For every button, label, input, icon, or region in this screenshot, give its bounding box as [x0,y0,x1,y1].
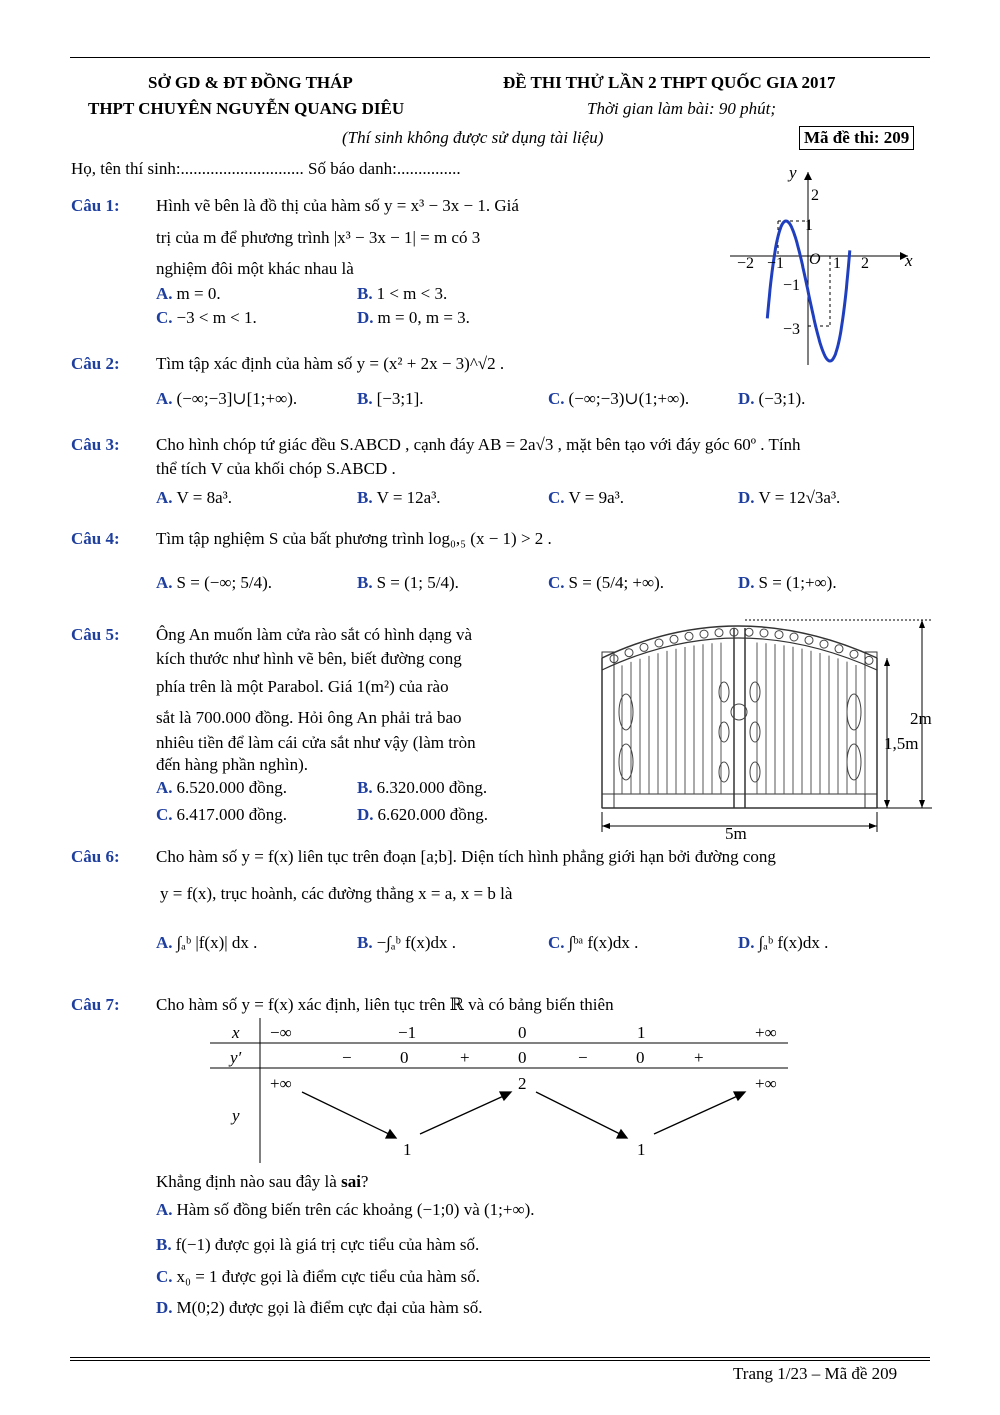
gate-height-full-label: 2m [910,709,932,728]
q2-option-b[interactable]: B. [−3;1]. [357,389,424,408]
q7-label: Câu 7: [71,995,120,1014]
q1-line3: nghiệm đôi một khác nhau là [156,259,354,278]
graph-ytick-neg3: −3 [783,321,801,338]
q5-gate-figure [592,612,942,842]
table-y-val-0: +∞ [270,1074,292,1093]
graph-y-label: y [789,163,797,182]
q2-option-d[interactable]: D. (−3;1). [738,389,806,408]
q6-option-b[interactable]: B. −∫ₐᵇ f(x)dx . [357,933,456,952]
q4-text: Tìm tập nghiệm S của bất phương trình log₀,₅ (x − 1) > 2 . [156,529,552,548]
q5-option-b[interactable]: B. 6.320.000 đồng. [357,778,488,797]
table-x-val-3: 1 [637,1023,646,1042]
graph-xtick-neg2: −2 [737,255,755,272]
page-footer: Trang 1/23 – Mã đề 209 [733,1364,898,1383]
table-yp-val-6: + [694,1048,704,1067]
q1-option-d[interactable]: D. m = 0, m = 3. [357,308,470,327]
q6-label: Câu 6: [71,847,120,866]
q7-option-b[interactable]: B. f(−1) được gọi là giá trị cực tiểu của hàm số. [156,1235,480,1254]
top-rule [70,57,930,58]
q1-line1: Hình vẽ bên là đồ thị của hàm số y = x³ − 3x − 1. Giá [156,196,519,215]
q4-option-b[interactable]: B. S = (1; 5/4). [357,573,459,592]
q3-label: Câu 3: [71,435,120,454]
q7-option-d[interactable]: D. M(0;2) được gọi là điểm cực đại của hàm số. [156,1298,483,1317]
table-yprime-label: y′ [230,1048,242,1067]
q5-option-c[interactable]: C. 6.417.000 đồng. [156,805,288,824]
q3-option-b[interactable]: B. V = 12a³. [357,488,441,507]
q4-option-d[interactable]: D. S = (1;+∞). [738,573,837,592]
q4-option-c[interactable]: C. S = (5/4; +∞). [548,573,665,592]
q5-line5: nhiêu tiền để làm cái cửa sắt như vậy (làm tròn [156,733,476,752]
header-time: Thời gian làm bài: 90 phút; [587,99,776,118]
q7-option-c[interactable]: C. x₀ = 1 được gọi là điểm cực tiểu của hàm số. [156,1267,481,1286]
header-note: (Thí sinh không được sử dụng tài liệu) [342,128,604,147]
variation-table [210,1018,790,1163]
table-x-label: x [232,1023,240,1042]
q6-option-d[interactable]: D. ∫ₐᵇ f(x)dx . [738,933,829,952]
q7-question: Khẳng định nào sau đây là sai? [156,1172,369,1191]
graph-xtick-2: 2 [861,255,869,272]
table-yp-val-2: + [460,1048,470,1067]
gate-height-side-label: 1,5m [884,734,919,753]
gate-width-label: 5m [725,824,747,842]
graph-ytick-1: 1 [805,217,813,234]
table-yp-val-0: − [342,1048,352,1067]
graph-xtick-neg1: −1 [767,255,785,272]
header-school: THPT CHUYÊN NGUYỄN QUANG DIÊU [88,99,405,118]
q5-line2: kích thước như hình vẽ bên, biết đường cong [156,649,462,668]
exam-code-box: Mã đề thi: 209 [799,126,914,150]
q1-option-a[interactable]: A. m = 0. [156,284,221,303]
q3-option-c[interactable]: C. V = 9a³. [548,488,624,507]
q5-label: Câu 5: [71,625,120,644]
table-x-val-1: −1 [398,1023,417,1042]
q5-line4: sắt là 700.000 đồng. Hỏi ông An phải trả bao [156,708,462,727]
q1-line2: trị của m để phương trình |x³ − 3x − 1| = m có 3 [156,228,481,247]
student-info-line: Họ, tên thí sinh:............................. Số báo danh:............... [71,159,461,178]
table-x-val-0: −∞ [270,1023,292,1042]
q6-line1: Cho hàm số y = f(x) liên tục trên đoạn [a;b]. Diện tích hình phẳng giới hạn bởi đường cong [156,847,776,866]
q1-cubic-graph [725,160,915,375]
graph-ytick-2: 2 [811,187,819,204]
q1-option-b[interactable]: B. 1 < m < 3. [357,284,448,303]
q7-option-a[interactable]: A. Hàm số đồng biến trên các khoảng (−1;0) và (1;+∞). [156,1200,535,1219]
table-y-val-4: +∞ [755,1074,777,1093]
table-y-val-2: 2 [518,1074,527,1093]
q7-text: Cho hàm số y = f(x) xác định, liên tục trên ℝ và có bảng biến thiên [156,995,614,1014]
q4-option-a[interactable]: A. S = (−∞; 5/4). [156,573,273,592]
graph-x-label: x [905,251,913,270]
q4-label: Câu 4: [71,529,120,548]
table-yp-val-3: 0 [518,1048,527,1067]
table-yp-val-4: − [578,1048,588,1067]
table-yp-val-1: 0 [400,1048,409,1067]
q1-option-c[interactable]: C. −3 < m < 1. [156,308,257,327]
table-y-val-3: 1 [637,1140,646,1159]
q3-option-d[interactable]: D. V = 12√3a³. [738,488,841,507]
q6-line2: y = f(x), trục hoành, các đường thẳng x = a, x = b là [160,884,513,903]
graph-origin: O [809,251,821,268]
q5-line6: đến hàng phần nghìn). [156,755,309,774]
q2-option-c[interactable]: C. (−∞;−3)∪(1;+∞). [548,389,690,408]
table-y-val-1: 1 [403,1140,412,1159]
q2-option-a[interactable]: A. (−∞;−3]∪[1;+∞). [156,389,298,408]
q5-option-d[interactable]: D. 6.620.000 đồng. [357,805,489,824]
table-x-val-4: +∞ [755,1023,777,1042]
graph-ytick-neg1: −1 [783,277,801,294]
footer-rule-2 [70,1360,930,1361]
q3-line1: Cho hình chóp tứ giác đều S.ABCD , cạnh đáy AB = 2a√3 , mặt bên tạo với đáy góc 60º . Tính [156,435,801,454]
q3-option-a[interactable]: A. V = 8a³. [156,488,232,507]
q6-option-a[interactable]: A. ∫ₐᵇ |f(x)| dx . [156,933,258,952]
q5-line3: phía trên là một Parabol. Giá 1(m²) của rào [156,677,449,696]
q5-line1: Ông An muốn làm cửa rào sắt có hình dạng và [156,625,473,644]
q2-text: Tìm tập xác định của hàm số y = (x² + 2x − 3)^√2 . [156,354,505,373]
q2-label: Câu 2: [71,354,120,373]
graph-xtick-1: 1 [833,255,841,272]
q6-option-c[interactable]: C. ∫ᵇᵃ f(x)dx . [548,933,639,952]
q1-label: Câu 1: [71,196,120,215]
cubic-curve [767,221,850,361]
header-department: SỞ GD & ĐT ĐỒNG THÁP [148,73,353,92]
q5-option-a[interactable]: A. 6.520.000 đồng. [156,778,288,797]
table-y-label: y [232,1106,240,1125]
table-yp-val-5: 0 [636,1048,645,1067]
q3-line2: thể tích V của khối chóp S.ABCD . [156,459,396,478]
header-exam-title: ĐỀ THI THỬ LẦN 2 THPT QUỐC GIA 2017 [503,73,836,92]
footer-rule [70,1357,930,1358]
table-x-val-2: 0 [518,1023,527,1042]
